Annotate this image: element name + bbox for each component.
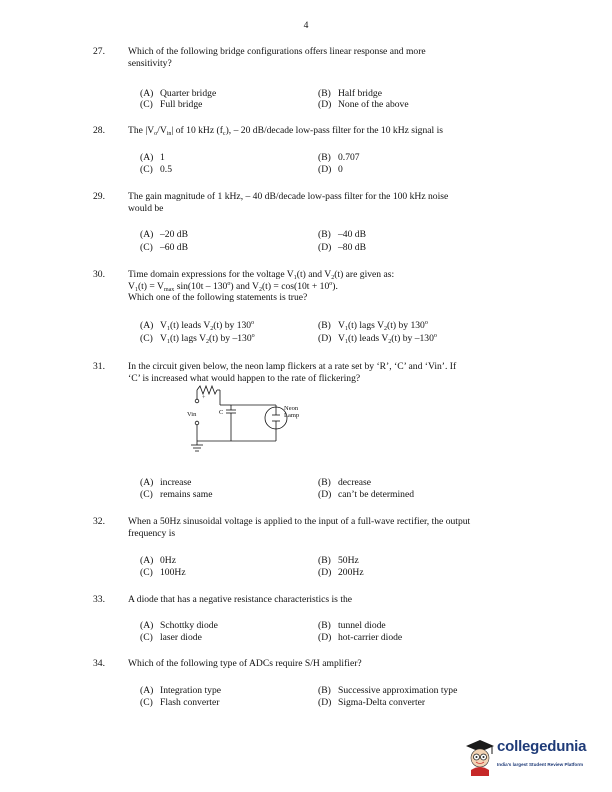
- question-number: 32.: [93, 516, 105, 527]
- option-a: [140, 88, 216, 100]
- question-line: [128, 269, 538, 281]
- text-run: (t) leads V: [347, 333, 389, 344]
- subscript: max: [163, 286, 175, 293]
- question-line: Which of the following type of ADCs require S/H amplifier?: [128, 658, 362, 669]
- option-a: [140, 685, 221, 697]
- option-b: [318, 320, 428, 332]
- text-run: (t) by 130: [387, 320, 425, 331]
- option-label: (C): [140, 333, 153, 344]
- superscript: o: [433, 332, 437, 339]
- option-label: (A): [140, 152, 154, 163]
- option-label: (D): [318, 99, 332, 110]
- text-run: The |V: [128, 125, 155, 136]
- option-label: (B): [318, 88, 331, 99]
- vin-negative-terminal: [195, 421, 199, 425]
- option-c: [140, 164, 172, 176]
- text-run: V: [128, 280, 135, 292]
- subscript: in: [166, 131, 172, 137]
- subscript: 2: [388, 339, 392, 345]
- option-b: [318, 229, 366, 241]
- option-text: Flash converter: [160, 697, 220, 708]
- option-text: remains same: [160, 489, 213, 500]
- subscript: 2: [258, 286, 262, 293]
- text-run: | of 10 kHz (f: [171, 125, 223, 136]
- option-label: (D): [318, 697, 332, 708]
- option-b: [318, 477, 371, 489]
- option-label: (B): [318, 320, 331, 331]
- option-label: (C): [140, 567, 153, 578]
- option-label: (A): [140, 229, 154, 240]
- option-label: (C): [140, 99, 153, 110]
- option-c: [140, 567, 186, 579]
- option-label: (A): [140, 477, 154, 488]
- superscript: o: [329, 280, 333, 287]
- subscript: 1: [344, 326, 348, 332]
- option-d: [318, 632, 402, 644]
- text-run: (t) by –130: [209, 333, 252, 344]
- text-run: V: [160, 320, 167, 331]
- option-label: (D): [318, 489, 332, 500]
- question-line: frequency is: [128, 527, 176, 539]
- page-number: 4: [303, 20, 309, 31]
- option-d: [318, 489, 414, 501]
- option-c: [140, 242, 188, 254]
- option-b: [318, 555, 359, 567]
- text-run: (t) are given as:: [334, 269, 395, 280]
- option-label: (A): [140, 685, 154, 696]
- option-label: (D): [318, 333, 332, 344]
- question-line: In the circuit given below, the neon lamp flickers at a rate set by ‘R’, ‘C’ and ‘Vin’. If: [128, 361, 457, 372]
- option-text: can’t be determined: [338, 489, 415, 500]
- question-number: 28.: [93, 125, 105, 136]
- collegedunia-logo-text: collegedunia: [497, 738, 587, 755]
- option-text: increase: [160, 477, 192, 488]
- option-text: Quarter bridge: [160, 88, 217, 99]
- option-label: (D): [318, 567, 332, 578]
- plus-label: +: [202, 395, 206, 401]
- question-number: 27.: [93, 46, 105, 57]
- option-text: Sigma-Delta converter: [338, 697, 426, 708]
- option-label: (B): [318, 555, 331, 566]
- option-text: –60 dB: [160, 242, 188, 253]
- option-c: [140, 697, 219, 709]
- option-text: 100Hz: [160, 567, 186, 578]
- option-text: 200Hz: [338, 567, 364, 578]
- text-run: ).: [332, 280, 338, 292]
- option-label: (C): [140, 697, 153, 708]
- option-text: 0.5: [160, 164, 172, 175]
- option-d: [318, 99, 409, 111]
- subscript: 2: [384, 326, 387, 332]
- vin-positive-terminal: [195, 399, 199, 403]
- option-label: (B): [318, 229, 331, 240]
- option-b: [318, 620, 386, 632]
- text-run: (t) lags V: [347, 320, 384, 331]
- text-run: (t) by 130: [213, 320, 252, 331]
- superscript: o: [251, 332, 255, 339]
- option-label: (A): [140, 88, 154, 99]
- superscript: o: [227, 280, 231, 287]
- option-label: (B): [318, 477, 331, 488]
- option-label: (C): [140, 632, 153, 643]
- option-text: 50Hz: [338, 555, 359, 566]
- option-label: (B): [318, 152, 331, 163]
- question-line: ‘C’ is increased what would happen to the rate of flickering?: [128, 372, 361, 384]
- option-label: (D): [318, 242, 332, 253]
- option-c: [140, 99, 202, 111]
- option-text: –20 dB: [160, 229, 188, 240]
- subscript: 1: [293, 275, 297, 281]
- question-text: [128, 125, 538, 137]
- option-text: None of the above: [338, 99, 409, 110]
- resistor: [197, 386, 217, 394]
- option-text: Integration type: [160, 685, 222, 696]
- option-label: (C): [140, 242, 153, 253]
- option-a: [140, 320, 254, 332]
- question-number: 29.: [93, 191, 105, 202]
- subscript: 2: [331, 275, 335, 281]
- text-run: (t) lags V: [169, 333, 206, 344]
- text-run: sin(10t – 130: [174, 280, 228, 292]
- question-text: [128, 269, 538, 304]
- option-text: hot-carrier diode: [338, 632, 403, 643]
- text-run: (t) by –130: [391, 333, 434, 344]
- question-text: [128, 361, 538, 384]
- question-text: [128, 594, 538, 606]
- option-text: –80 dB: [338, 242, 366, 253]
- text-run: (t) = cos(10t + 10: [261, 280, 330, 292]
- option-a: [140, 620, 218, 632]
- option-text: Half bridge: [338, 88, 382, 99]
- option-b: [318, 685, 457, 697]
- text-run: (t) = V: [137, 280, 164, 292]
- question-line: would be: [128, 202, 164, 214]
- option-label: (D): [318, 632, 332, 643]
- option-label: (C): [140, 164, 153, 175]
- option-d: [318, 697, 425, 709]
- option-label: (A): [140, 555, 154, 566]
- option-text: 0Hz: [160, 555, 176, 566]
- text-run: Time domain expressions for the voltage V: [128, 269, 294, 280]
- question-number: 31.: [93, 361, 105, 372]
- text-run: (t) and V: [296, 269, 332, 280]
- option-label: (C): [140, 489, 153, 500]
- question-text: [128, 658, 538, 670]
- option-text: decrease: [338, 477, 372, 488]
- superscript: o: [424, 319, 428, 326]
- text-run: (t) leads V: [169, 320, 211, 331]
- question-line: [128, 281, 538, 293]
- collegedunia-tagline: India's largest Student Review Platform: [497, 762, 584, 767]
- question-line: When a 50Hz sinusoidal voltage is applied to the input of a full-wave rectifier, the output: [128, 516, 471, 527]
- question-number: 34.: [93, 658, 105, 669]
- option-d: [318, 164, 343, 176]
- option-c: [140, 632, 202, 644]
- option-text: 1: [160, 152, 165, 163]
- text-run: /V: [157, 125, 167, 136]
- superscript: o: [251, 319, 255, 326]
- option-a: [140, 555, 176, 567]
- option-a: [140, 229, 188, 241]
- option-c: [140, 333, 255, 345]
- subscript: 1: [166, 326, 170, 332]
- subscript: 2: [210, 326, 214, 332]
- subscript: c: [222, 131, 226, 137]
- question-line: The gain magnitude of 1 kHz, – 40 dB/decade low-pass filter for the 100 kHz noise: [128, 191, 449, 202]
- option-text: Schottky diode: [160, 620, 218, 631]
- option-c: [140, 489, 212, 501]
- question-line: Which of the following bridge configurations offers linear response and more: [128, 46, 426, 57]
- text-run: V: [338, 333, 345, 344]
- option-b: [318, 88, 382, 100]
- option-d: [318, 567, 364, 579]
- option-d: [318, 333, 437, 345]
- option-text: 0: [338, 164, 343, 175]
- option-label: (A): [140, 320, 154, 331]
- collegedunia-logo-mascot-icon: [462, 734, 498, 778]
- option-a: [140, 477, 191, 489]
- option-label: (B): [318, 620, 331, 631]
- option-text: Full bridge: [160, 99, 203, 110]
- vin-label: Vin: [187, 411, 197, 418]
- subscript: 2: [206, 339, 209, 345]
- option-text: Successive approximation type: [338, 685, 458, 696]
- subscript: 1: [344, 339, 348, 345]
- lamp-label-line1: Neon: [284, 405, 299, 412]
- text-run: V: [338, 320, 345, 331]
- question-number: 33.: [93, 594, 105, 605]
- subscript: 1: [134, 286, 138, 293]
- question-line: Which one of the following statements is true?: [128, 292, 308, 303]
- subscript: 1: [166, 339, 170, 345]
- text-run: V: [160, 333, 167, 344]
- question-text: [128, 46, 538, 69]
- option-label: (D): [318, 164, 332, 175]
- question-number: 30.: [93, 269, 105, 280]
- option-label: (A): [140, 620, 154, 631]
- option-d: [318, 242, 366, 254]
- question-text: [128, 516, 538, 539]
- option-label: (B): [318, 685, 331, 696]
- neon-lamp-circuit-diagram: [185, 383, 335, 463]
- question-line: sensitivity?: [128, 57, 172, 69]
- option-a: [140, 152, 165, 164]
- option-text: laser diode: [160, 632, 202, 643]
- lamp-label-line2: Lamp: [284, 412, 300, 419]
- option-b: [318, 152, 360, 164]
- capacitor-label: C: [219, 409, 224, 416]
- question-line: A diode that has a negative resistance characteristics is the: [128, 594, 353, 605]
- subscript: o: [154, 131, 158, 137]
- option-text: tunnel diode: [338, 620, 386, 631]
- option-text: –40 dB: [338, 229, 366, 240]
- text-run: ), – 20 dB/decade low-pass filter for the 10 kHz signal is: [225, 125, 443, 136]
- question-text: [128, 191, 538, 214]
- option-text: 0.707: [338, 152, 360, 163]
- text-run: ) and V: [230, 280, 259, 292]
